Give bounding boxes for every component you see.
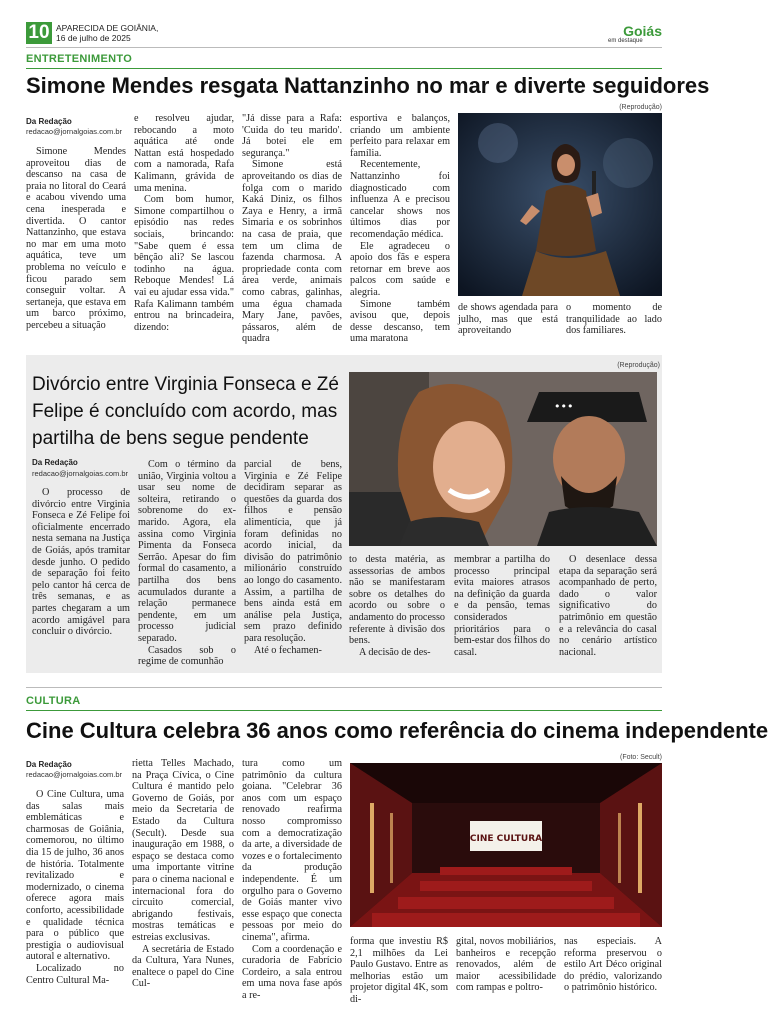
section-divider [26,710,662,711]
paragraph: O desenlace dessa etapa da separação será acompanhado de perto, dado o valor significativo do patrimônio em questão e a relevância do casal no cenário artístico nacional. [559,554,657,658]
paragraph: O processo de divórcio entre Virginia Fonseca e Zé Felipe foi oficialmente encerrado nesta semana na Justiça de Goiás, após tramitar desde junho. O pedido de separação foi feito pelo cantor há cerca de três semanas, e as partes chegaram a um acordo amigável para concluir o divórcio. [32,487,130,638]
story3-column-4 [350,936,448,1006]
logo-title: Goiás [623,23,662,39]
paragraph: nas especiais. A reforma preservou o estilo Art Déco original do prédio, valorizando o patrimônio histórico. [564,936,662,994]
paragraph: "Já disse para a Rafa: 'Cuida do teu marido'. Já botei ele em segurança." [242,113,342,159]
story1-photo [458,113,662,296]
story3-column-2 [132,758,234,990]
paragraph: esportiva e balanços, criando um ambiente perfeito para relaxar em família. [350,113,450,159]
section-label-entretenimento: ENTRETENIMENTO [26,53,133,65]
paragraph: A decisão de des- [359,646,431,658]
story2-headline: Divórcio entre Virginia Fonseca e Zé Felipe é concluído com acordo, mas partilha de bens segue pendente [32,374,339,449]
story2-email: redacao@jornalgoias.com.br [32,469,128,478]
story1-column-3 [242,113,342,345]
paragraph: Ele agradeceu o apoio dos fãs e espera retornar em breve aos palcos com saúde e alegria. [350,240,450,298]
paragraph: Com o término da união, Virginia voltou a usar seu nome de solteira, retirando o sobrenome do ex-marido. Agora, ela assina como Virginia Pimenta da Fonseca Serrão. Apesar do fim formal do casamento, a partilha dos bens acumulados durante a relação permanece pendente, em um processo judicial separado. [138,459,236,644]
story2-photo-credit: (Reprodução) [617,362,660,369]
story3-headline: Cine Cultura celebra 36 anos como referência do cinema independente [26,718,768,743]
paragraph: forma que investiu R$ 2,1 milhões da Lei Paulo Gustavo. Entre as melhorias estão um projetor digital 4K, som di- [350,936,448,1005]
paragraph: A secretária de Estado da Cultura, Yara Nunes, enaltece o papel do Cine Cul- [132,943,234,990]
paragraph: rietta Telles Machado, na Praça Cívica, o Cine Cultura é mantido pelo Governo de Goiás, por meio da Secretaria de Estado da Cultura (Secult). Desde sua inauguração em 1988, o espaço se destaca como uma importante vitrine para o cinema nacional e internacional fora do circuito comercial, abrigando festivais, mostras temáticas e estreias exclusivas. [132,758,234,943]
story2-column-3 [244,459,342,656]
cinema-screen-text: CINE CULTURA [469,834,543,844]
story1-column-6 [566,302,662,337]
story2-column-6 [559,554,657,658]
edition-city: APARECIDA DE GOIÂNIA, [56,23,159,33]
page-number: 10 [26,22,52,44]
story3-column-6 [564,936,662,994]
story2-column-4 [349,554,445,658]
paragraph: Simone está aproveitando os dias de folga com o marido Kaká Diniz, os filhos Zaya e Henry, a irmã Simaria e os sobrinhos na casa de praia, que tem um clima de fazenda charmosa. A propriedade conta com área verde, animais como cabras, galinhas, uma égua chamada Mary Jane, pavões, pássaros, além de quadra [242,159,342,345]
paragraph: parcial de bens, Virginia e Zé Felipe decidiram separar as questões da guarda dos filhos e pensão alimentícia, que já foram definidas no acordo inicial, da divisão do patrimônio milionário construído ao longo do casamento. Assim, a partilha de bens ainda está em análise pela Justiça, sem prazo definido para resolução. [244,459,342,644]
paragraph: e resolveu ajudar, rebocando a moto aquática até onde Nattan está hospedado com a namorada, Rafa Kalimann, grávida de uma menina. [134,113,234,194]
story2-column-5 [454,554,550,658]
paragraph: O Cine Cultura, uma das salas mais emblemáticas e charmosas de Goiânia, comemorou, no último dia 15 de julho, 36 anos de história. Totalmente revitalizado e modernizado, o cinema oferece agora mais conforto, acessibilidade e qualidade técnica para o público que prestigia o audiovisual autoral e alternativo. [26,789,124,963]
section-label-cultura: CULTURA [26,695,81,707]
story1-column-5 [458,302,558,337]
story1-headline: Simone Mendes resgata Nattanzinho no mar e diverte seguidores [26,73,710,98]
paragraph: gital, novos mobiliários, banheiros e recepção renovados, além de maior acessibilidade com rampas e poltro- [456,936,556,994]
header-divider [26,47,662,48]
story1-photo-credit: (Reprodução) [619,104,662,111]
paragraph: membrar a partilha do processo principal evita maiores atrasos na definição da guarda e da pensão, temas considerados prioritários para o bem-estar dos filhos do casal. [454,554,550,658]
paragraph: Recentemente, Nattanzinho foi diagnosticado com influenza A e precisou cancelar shows nos últimos dias por recomendação médica. [350,159,450,240]
paragraph: de shows agendada para julho, mas que está aproveitando [458,302,558,337]
paragraph: to desta matéria, as assessorias de ambos não se manifestaram sobre os detalhes do acordo ou sobre o andamento do processo referente à divisão dos bens. [349,554,445,647]
story1-column-2 [134,113,234,333]
logo-subtitle: em destaque [608,38,643,44]
story3-byline: Da Redação [26,760,72,769]
paragraph: Casados sob o regime de comunhão [138,644,236,668]
story3-photo-credit: (Foto: Secult) [619,754,662,761]
section-divider-top [26,687,662,688]
paragraph: Simone também avisou que, depois desse descanso, tem uma maratona [350,298,450,345]
newspaper-logo [606,24,662,48]
paragraph: tura como um patrimônio da cultura goiana. "Celebrar 36 anos com um espaço renovado reafirma nosso compromisso com a democratização da arte, a diversidade de vozes e o fortalecimento da produção independente. É um orgulho para o Governo de Goiás manter vivo esse espaço que conecta pessoas por meio do cinema", afirma. [242,758,342,943]
edition-date: 16 de julho de 2025 [56,33,131,43]
story2-column-2 [138,459,236,668]
story3-email: redacao@jornalgoias.com.br [26,770,122,779]
story3-column-3 [242,758,342,1001]
story1-email: redacao@jornalgoias.com.br [26,127,122,136]
paragraph: Até o fechamen- [254,644,322,656]
story3-column-5 [456,936,556,994]
story3-photo [350,763,662,927]
paragraph: Localizado no Centro Cultural Ma- [26,962,124,986]
section-divider [26,68,662,69]
story2-byline: Da Redação [32,458,78,467]
edition-info [56,23,158,43]
svg-text:•••: ••• [554,400,574,413]
story1-byline: Da Redação [26,117,72,126]
paragraph: Com a coordenação e curadoria de Fabrício Cordeiro, a sala entrou em uma nova fase após a re- [242,943,342,1001]
story2-column-1 [32,487,130,638]
paragraph: o momento de tranquilidade ao lado dos familiares. [566,302,662,337]
story1-column-1 [26,146,126,332]
paragraph: Com bom humor, Simone compartilhou o episódio nas redes sociais, brincando: "Sabe quem é essa bênção ali? Se lascou todinho na água. Reboque Mendes! Lá vai eu ajudar essa vida." Rafa Kalimann também entrou na brincadeira, dizendo: [134,194,234,333]
story2-photo [349,372,657,546]
paragraph: Simone Mendes aproveitou dias de descanso na casa de praia no litoral do Ceará e acabou vivendo uma cena inesperada e divertida. O cantor Nattanzinho, que estava no mar em uma moto aquática, teve um problema no veículo e ficou parado sem conseguir voltar. A sertaneja, que estava em um barco próximo, percebeu a situação [26,146,126,331]
story1-column-4 [350,113,450,345]
story3-column-1 [26,789,124,986]
